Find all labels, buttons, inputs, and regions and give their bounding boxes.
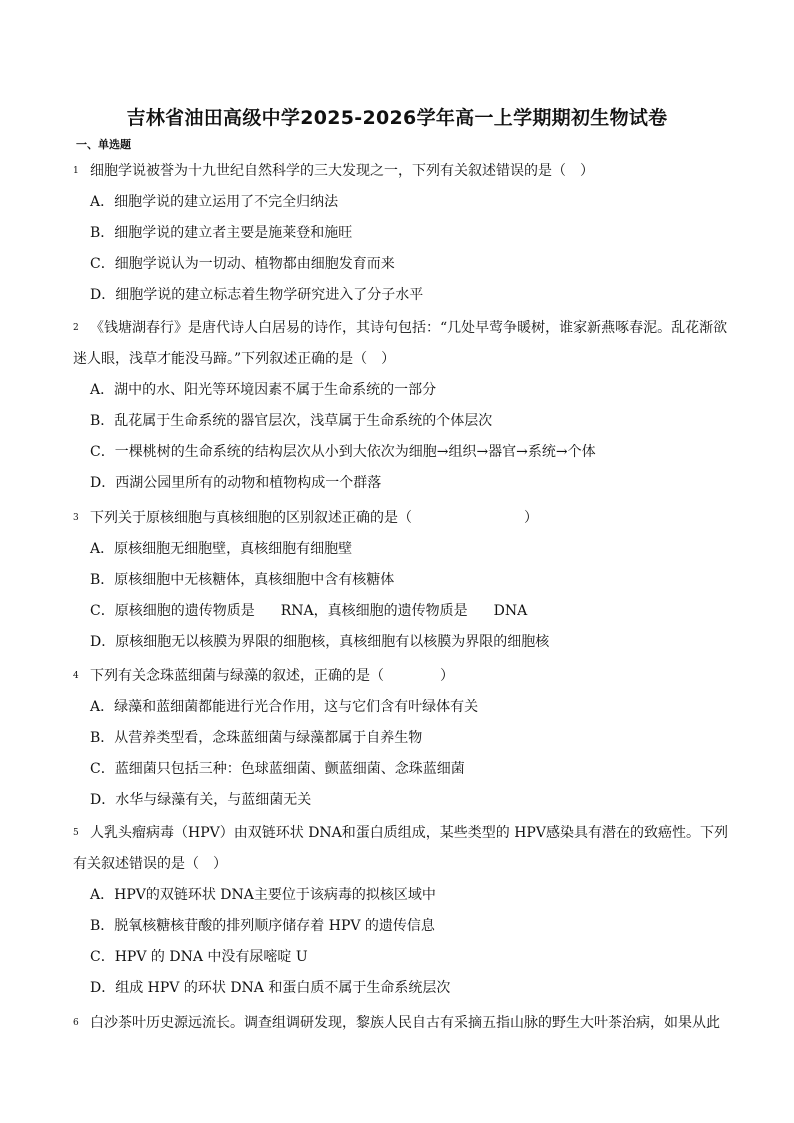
question-stem-line-1: 人乳头瘤病毒（HPV）由双链环状 DNA和蛋白质组成，某些类型的 HPV感染具有潜在的致癌性。下列 [90, 825, 728, 841]
question-number: 3 [73, 513, 79, 523]
question-stem: 细胞学说被誉为十九世纪自然科学的三大发现之一，下列有关叙述错误的是（ ） [90, 163, 594, 179]
option-a: A．绿藻和蓝细菌都能进行光合作用，这与它们含有叶绿体有关 [90, 699, 479, 715]
question-number: 6 [73, 1018, 79, 1028]
question-number: 1 [73, 166, 79, 176]
question-stem: 下列有关念珠蓝细菌与绿藻的叙述，正确的是（ ） [90, 668, 454, 684]
question-1 [73, 156, 723, 311]
option-b: B．乱花属于生命系统的器官层次，浅草属于生命系统的个体层次 [90, 413, 493, 429]
question-stem: 下列关于原核细胞与真核细胞的区别叙述正确的是（ ） [90, 510, 538, 526]
option-b: B．脱氧核糖核苷酸的排列顺序储存着 HPV 的遗传信息 [90, 918, 435, 934]
option-c: C．一棵桃树的生命系统的结构层次从小到大依次为细胞→组织→器官→系统→个体 [90, 444, 596, 460]
option-b: B．原核细胞中无核糖体，真核细胞中含有核糖体 [90, 572, 395, 588]
option-c: C．HPV 的 DNA 中没有尿嘧啶 U [90, 949, 308, 965]
option-b: B．从营养类型看，念珠蓝细菌与绿藻都属于自养生物 [90, 730, 423, 746]
option-c-part-2: RNA，真核细胞的遗传物质是 [280, 603, 468, 619]
option-d: D．水华与绿藻有关，与蓝细菌无关 [90, 792, 312, 808]
option-c: C．细胞学说认为一切动、植物都由细胞发育而来 [90, 256, 395, 272]
option-d: D．组成 HPV 的环状 DNA 和蛋白质不属于生命系统层次 [90, 980, 451, 996]
option-a: A．湖中的水、阳光等环境因素不属于生命系统的一部分 [90, 382, 437, 398]
exam-title: 吉林省油田高级中学2025-2026学年高一上学期期初生物试卷 [126, 107, 668, 129]
question-stem-line-2: 有关叙述错误的是（ ） [73, 856, 227, 872]
question-3 [73, 503, 723, 658]
option-c-part-1: C．原核细胞的遗传物质是 [90, 603, 255, 619]
option-a: A．HPV的双链环状 DNA主要位于该病毒的拟核区域中 [90, 887, 436, 903]
question-stem-line-1: 《钱塘湖春行》是唐代诗人白居易的诗作，其诗句包括：“几处早莺争暖树，谁家新燕啄春泥。乱花渐欲 [90, 320, 728, 336]
option-a: A．原核细胞无细胞壁，真核细胞有细胞壁 [90, 541, 353, 557]
question-number: 5 [73, 828, 79, 838]
question-number: 2 [73, 323, 79, 333]
option-c: C．蓝细菌只包括三种：色球蓝细菌、颤蓝细菌、念珠蓝细菌 [90, 761, 465, 777]
option-a: A．细胞学说的建立运用了不完全归纳法 [90, 194, 339, 210]
section-heading: 一、单选题 [76, 138, 131, 151]
question-4 [73, 661, 723, 816]
question-6 [73, 1008, 723, 1039]
question-2 [73, 313, 728, 499]
option-b: B．细胞学说的建立者主要是施莱登和施旺 [90, 225, 353, 241]
option-d: D．原核细胞无以核膜为界限的细胞核，真核细胞有以核膜为界限的细胞核 [90, 634, 550, 650]
question-5 [73, 818, 728, 1004]
question-stem: 白沙茶叶历史源远流长。调查组调研发现，黎族人民自古有采摘五指山脉的野生大叶茶治病，如果从此 [90, 1015, 720, 1031]
option-d: D．西湖公园里所有的动物和植物构成一个群落 [90, 475, 382, 491]
option-c-part-3: DNA [493, 603, 528, 619]
option-c [90, 596, 723, 627]
question-number: 4 [73, 671, 79, 681]
option-d: D．细胞学说的建立标志着生物学研究进入了分子水平 [90, 287, 424, 303]
question-stem-line-2: 迷人眼，浅草才能没马蹄。”下列叙述正确的是（ ） [73, 351, 396, 367]
